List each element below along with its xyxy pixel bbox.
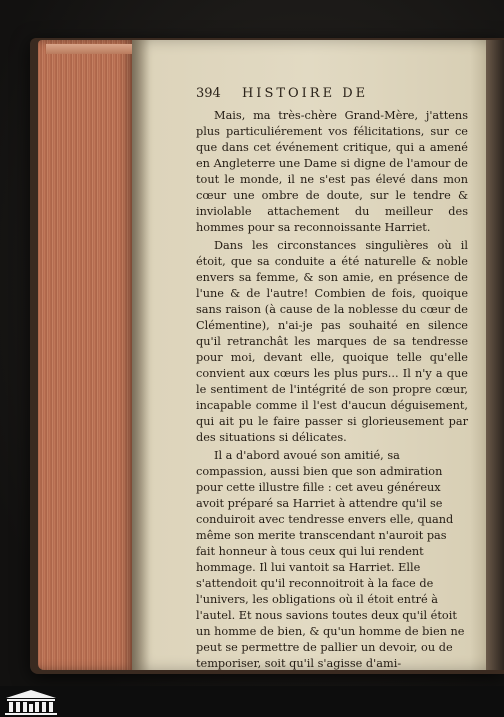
- paragraph: Mais, ma très-chère Grand-Mère, j'attens plus particuliérement vos félicitations, sur ce que dans cet événement critique, qui a amené en Angleterre une Dame si digne de l'amour de tout le monde, il ne s'est pas élevé dans mon cœur une ombre de doute, sur le tendre & inviolable attachement du meilleur des hommes pour sa reconnoissante Harriet.: [196, 109, 468, 234]
- paragraph: Dans les circonstances singulières où il étoit, que sa conduite a été naturelle & noble envers sa femme, & son amie, en présence de l'une & de l'autre! Combien de fois, quoique sans raison (à cause de la noblesse du cœur de Clémentine), n'ai-je pas souhaité en silence qu'il retranchât les marques de sa tendresse pour moi, devant elle, quoique telle qu'elle convient aux cœurs les plus purs... Il n'y a que le sentiment de l'intégrité de son propre cœur, incapable comme il l'est d'aucun déguisement, qui ait pu le faire passer si glorieusement par des situations si délicates.: [196, 239, 468, 444]
- running-header: [196, 86, 466, 106]
- running-title: HISTOIRE DE: [241, 86, 369, 101]
- page-body: [196, 108, 468, 674]
- page-number: 394: [196, 86, 221, 101]
- paragraph: Il a d'abord avoué son amitié, sa compassion, aussi bien que son admiration pour cette illustre fille : cet aveu généreux avoit préparé sa Harriet à attendre qu'il se conduiroit avec tendresse envers elle, quand même son merite transcendant n'auroit pas fait honneur à tous ceux qui lui rendent hommage. Il lui vantoit sa Harriet. Elle s'attendoit qu'il reconnoitroit à la face de l'univers, les obligations où il étoit entré à l'autel. Et nous savions toutes deux qu'il étoit un homme de bien, & qu'un homme de bien ne peut se permettre de pallier un devoir, ou de temporiser, soit qu'il s'agisse d'ami-: [196, 449, 465, 670]
- viewer-footer: [0, 686, 504, 717]
- spine-shadow: [132, 40, 150, 670]
- library-building-logo-icon: [2, 688, 60, 716]
- page-edge-top: [46, 44, 132, 54]
- facing-page-edge: [486, 40, 504, 670]
- page-fore-edge: [38, 40, 134, 670]
